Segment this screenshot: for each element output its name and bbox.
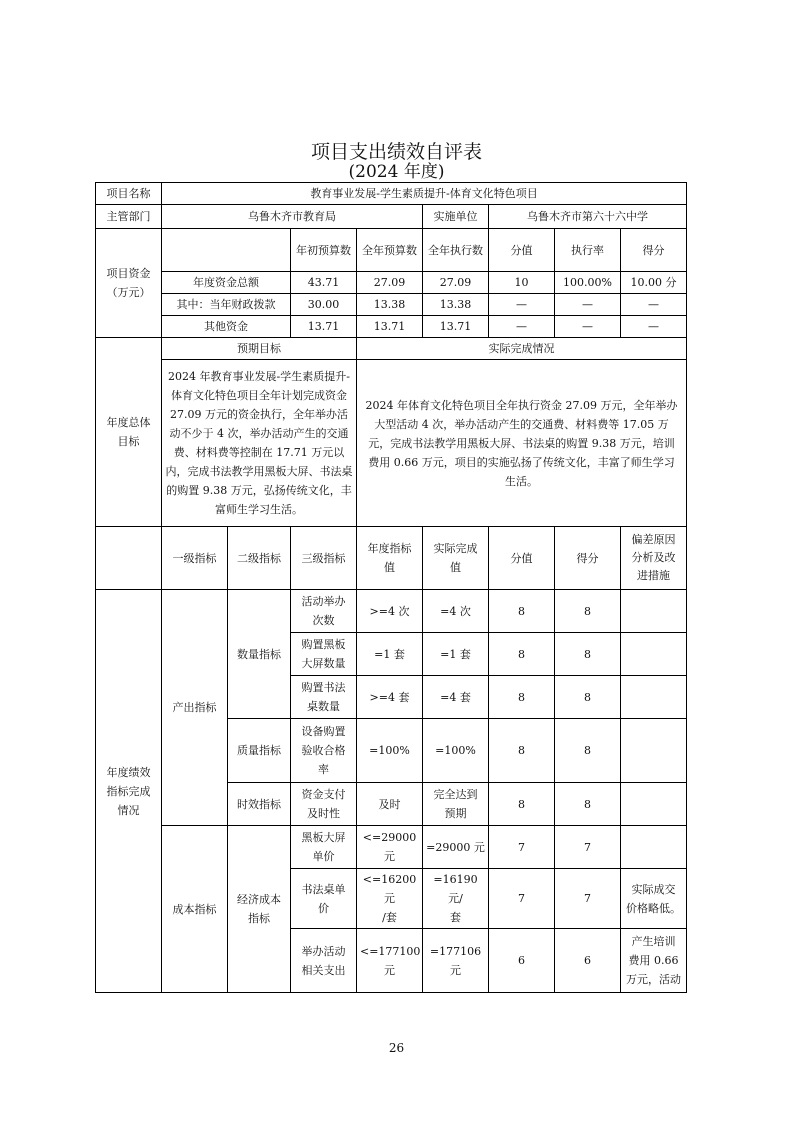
indicator-header: 实际完成 值 [423,527,489,590]
timeliness-indicator-label: 时效指标 [228,783,291,826]
cost-indicator-label: 成本指标 [162,826,228,993]
funds-cell: 43.71 [291,272,357,294]
economic-cost-label: 经济成本 指标 [228,826,291,993]
goals-label: 年度总体 目标 [96,338,162,527]
indicator-note [621,676,687,719]
page-title: 项目支出绩效自评表 [310,141,482,163]
indicator-score: 8 [489,590,555,633]
funds-cell: 10.00 分 [621,272,687,294]
indicator-got: 8 [555,783,621,826]
funds-cell: 13.71 [357,316,423,338]
performance-table [95,182,687,993]
indicator-score: 7 [489,826,555,869]
funds-cell: 27.09 [357,272,423,294]
funds-cell: 100.00% [555,272,621,294]
indicator-got: 7 [555,869,621,929]
indicator-note [621,719,687,783]
page-subtitle: (2024 年度) [348,162,445,182]
indicator-header: 偏差原因 分析及改 进措施 [621,527,687,590]
indicator-note [621,826,687,869]
indicator-name: 书法桌单 价 [291,869,357,929]
indicator-name: 举办活动 相关支出 [291,929,357,993]
indicator-target: <=177100 元 [357,929,423,993]
funds-cell: 13.71 [423,316,489,338]
funds-row-name: 其他资金 [162,316,291,338]
quality-indicator-label: 质量指标 [228,719,291,783]
indicator-actual: =4 套 [423,676,489,719]
indicator-score: 7 [489,869,555,929]
indicator-target: 及时 [357,783,423,826]
indicator-got: 8 [555,676,621,719]
funds-row-name: 年度资金总额 [162,272,291,294]
project-name-label: 项目名称 [96,183,162,205]
indicator-note: 产生培训 费用 0.66 万元，活动 [621,929,687,993]
funds-header: 年初预算数 [291,229,357,272]
dept-label: 主管部门 [96,205,162,229]
funds-header-blank [162,229,291,272]
indicator-header: 年度指标 值 [357,527,423,590]
funds-cell: 30.00 [291,294,357,316]
indicator-target: =100% [357,719,423,783]
indicator-note [621,633,687,676]
indicator-actual: =16190 元/ 套 [423,869,489,929]
output-indicator-label: 产出指标 [162,590,228,826]
actual-result-header: 实际完成情况 [357,338,687,360]
expected-goal-header: 预期目标 [162,338,357,360]
quantity-indicator-label: 数量指标 [228,590,291,719]
funds-header: 全年执行数 [423,229,489,272]
funds-label: 项目资金 （万元） [96,229,162,338]
funds-header: 分值 [489,229,555,272]
funds-header: 得分 [621,229,687,272]
indicator-name: 黑板大屏 单价 [291,826,357,869]
funds-header: 全年预算数 [357,229,423,272]
funds-cell: — [489,294,555,316]
indicator-name: 资金支付 及时性 [291,783,357,826]
project-name-value: 教育事业发展-学生素质提升-体育文化特色项目 [162,183,687,205]
indicator-name: 活动举办 次数 [291,590,357,633]
indicators-label: 年度绩效 指标完成 情况 [96,590,162,993]
funds-cell: 13.71 [291,316,357,338]
indicator-note [621,590,687,633]
page-number: 26 [388,1041,405,1055]
indicator-header: 二级指标 [228,527,291,590]
indicator-header: 得分 [555,527,621,590]
indicator-header: 分值 [489,527,555,590]
indicator-target: >=4 套 [357,676,423,719]
indicator-target: <=29000 元 [357,826,423,869]
indicator-note: 实际成交 价格略低。 [621,869,687,929]
unit-value: 乌鲁木齐市第六十六中学 [489,205,687,229]
indicator-got: 6 [555,929,621,993]
indicator-header: 一级指标 [162,527,228,590]
indicator-got: 7 [555,826,621,869]
indicator-target: <=16200 元 /套 [357,869,423,929]
indicator-target: >=4 次 [357,590,423,633]
indicator-header: 三级指标 [291,527,357,590]
indicator-target: =1 套 [357,633,423,676]
indicator-name: 购置黑板 大屏数量 [291,633,357,676]
indicator-actual: 完全达到 预期 [423,783,489,826]
dept-value: 乌鲁木齐市教育局 [162,205,423,229]
indicator-got: 8 [555,590,621,633]
funds-row-name: 其中：当年财政拨款 [162,294,291,316]
indicator-score: 8 [489,633,555,676]
expected-goal-text: 2024 年教育事业发展-学生素质提升-体育文化特色项目全年计划完成资金 27.09 万元的资金执行，全年举办活动不少于 4 次，举办活动产生的交通费、材料费等控制在 17.71 万元以内，完成书法教学用黑板大屏、书法桌的购置 9.38 万元，弘扬传统文化，丰富师生学习生活。 [162,360,357,527]
indicator-score: 8 [489,783,555,826]
indicator-actual: =177106 元 [423,929,489,993]
funds-header: 执行率 [555,229,621,272]
funds-cell: 13.38 [357,294,423,316]
indicator-name: 设备购置 验收合格 率 [291,719,357,783]
indicator-actual: =1 套 [423,633,489,676]
funds-cell: — [489,316,555,338]
indicator-actual: =4 次 [423,590,489,633]
indicator-header-blank [96,527,162,590]
funds-cell: — [555,316,621,338]
indicator-score: 8 [489,676,555,719]
funds-cell: — [555,294,621,316]
actual-result-text: 2024 年体育文化特色项目全年执行资金 27.09 万元，全年举办大型活动 4 次，举办活动产生的交通费、材料费等 17.05 万元，完成书法教学用黑板大屏、书法桌的购置 9.38 万元，培训费用 0.66 万元，项目的实施弘扬了传统文化，丰富了师生学习生活。 [357,360,687,527]
indicator-got: 8 [555,633,621,676]
funds-cell: — [621,294,687,316]
funds-cell: 27.09 [423,272,489,294]
funds-cell: — [621,316,687,338]
indicator-note [621,783,687,826]
indicator-got: 8 [555,719,621,783]
unit-label: 实施单位 [423,205,489,229]
indicator-actual: =100% [423,719,489,783]
funds-cell: 10 [489,272,555,294]
indicator-actual: =29000 元 [423,826,489,869]
indicator-score: 8 [489,719,555,783]
funds-cell: 13.38 [423,294,489,316]
indicator-score: 6 [489,929,555,993]
indicator-name: 购置书法 桌数量 [291,676,357,719]
